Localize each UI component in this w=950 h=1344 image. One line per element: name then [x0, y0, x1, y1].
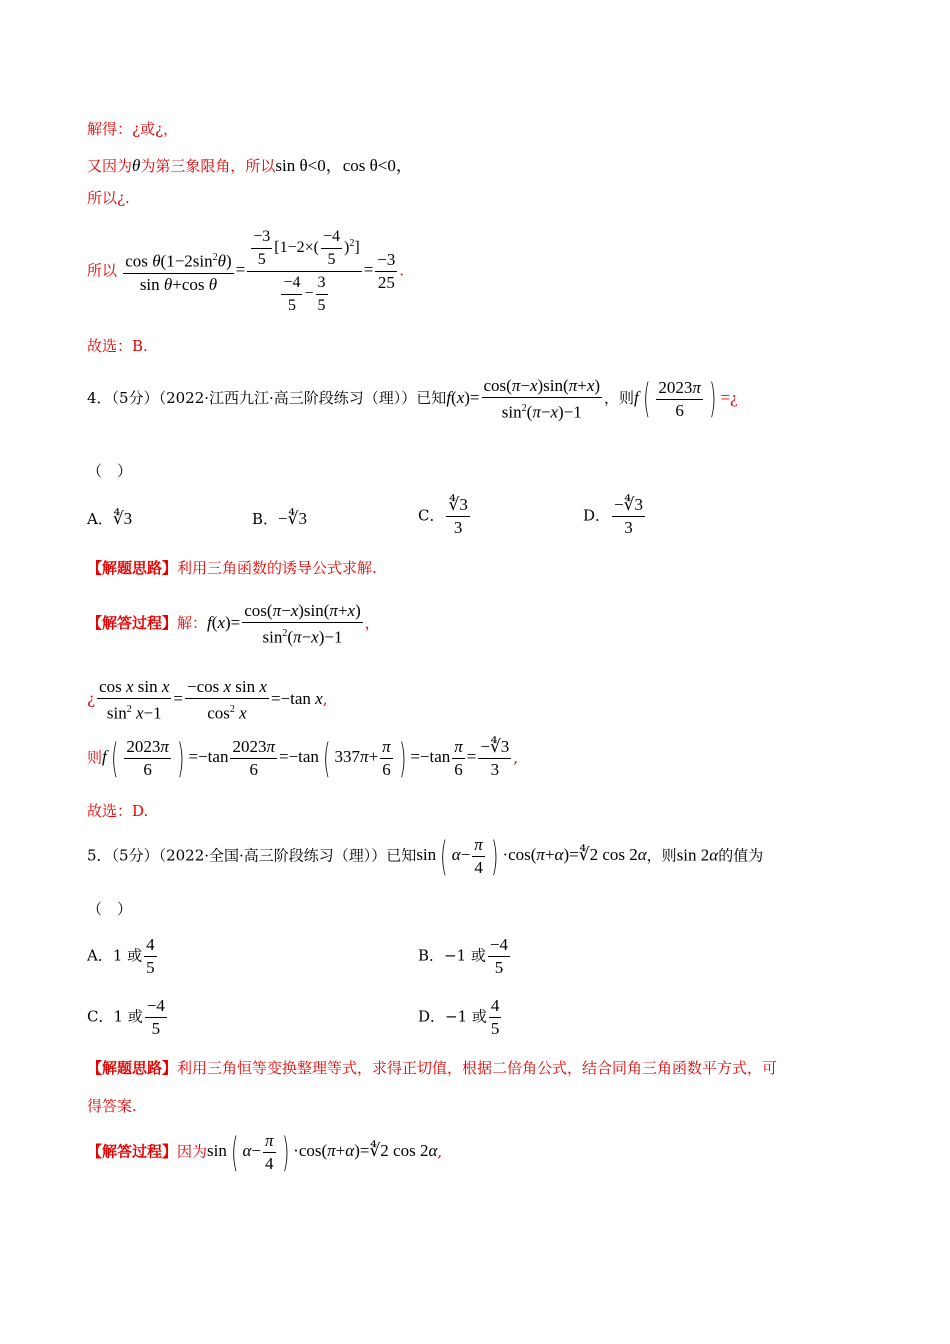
q5-paren: [87, 898, 132, 919]
choice-letter: A．: [87, 510, 113, 528]
frac-trig: $\frac{\cos \theta(1-2\sin^2\theta)}{\text{sin θ+cos θ}}$: [123, 247, 233, 296]
q4-choice-c[interactable]: [418, 494, 472, 539]
q5-stem: [87, 834, 763, 879]
choice-letter: C．: [87, 1007, 114, 1026]
answer-4-line: [87, 800, 148, 821]
process-text: 解：: [177, 614, 208, 633]
q5-target: sin 2α: [676, 845, 719, 865]
q4-target: f ( $\frac{2023\pi}{6}$ ): [634, 376, 717, 423]
q5-number: 5．（5分）（2022·全国·高三阶段练习（理））已知: [87, 846, 417, 865]
q4-stem: [87, 375, 738, 424]
quadrant-pre: 又因为: [87, 157, 133, 175]
q5-process: 【解答过程】因为sin ( α− $\frac{\pi}{4}$ ) ·cos(π+α)=∜2 cos 2α,: [87, 1129, 443, 1176]
choice-letter: D．: [583, 506, 611, 525]
solve-line: [87, 118, 178, 139]
q4-simplify: ¿ $\frac{\text{cos x sin x}}{\sin^2 x-1}$ = $\frac{\text{−cos x sin x}}{\cos^2 x}$ =−tan x,: [87, 677, 328, 723]
choice-frac: $\frac{4}{5}$: [146, 935, 155, 977]
process-label: 【解答过程】: [87, 1142, 178, 1161]
q4-given-suffix: ，则: [604, 389, 635, 408]
idea-text: 利用三角函数的诱导公式求解.: [177, 559, 377, 577]
idea-label: 【解题思路】: [87, 559, 178, 577]
quadrant-mid: 为第三象限角，所以: [140, 157, 276, 175]
q5-process-formula: sin ( α− $\frac{\pi}{4}$ ) ·cos(π+α)=∜2 cos 2α: [207, 1129, 438, 1176]
process-text: 因为: [177, 1142, 208, 1161]
choice-frac: $\frac{-4}{5}$: [146, 996, 165, 1038]
quadrant-sin: sin θ<0，cos θ<0，: [275, 156, 413, 175]
choice-frac: $\frac{-∜3}{3}$: [614, 495, 643, 537]
q4-idea: [87, 557, 377, 578]
choice-letter: D．: [418, 1007, 446, 1026]
so-line-2: 所以 $\frac{\cos \theta(1-2\sin^2\theta)}{\text{sin θ+cos θ}}$ = $\frac{-3}{5}$ [1−2×( $\frac{-4}{5}$ )$^2$] $\frac{-4}{5}$ − $\frac{3}{5}$ = $\frac{-3}{25}$ .: [87, 226, 404, 317]
choice-prefix: 1 或: [113, 1007, 143, 1026]
answer-3: 故选：B.: [87, 337, 148, 355]
q4-equals-tail: =¿: [720, 388, 738, 408]
q4-number: 4．（5分）（2022·江西九江·高三阶段练习（理））已知: [87, 389, 447, 408]
q5-idea-2: [87, 1095, 137, 1116]
answer-4: 故选：D.: [87, 802, 149, 820]
solve-text: 解得：¿或¿，: [87, 120, 179, 138]
q5-choice-c[interactable]: [87, 995, 169, 1040]
q4-paren: [87, 460, 132, 481]
choice-value: −∜3: [278, 509, 307, 528]
q4-process-formula: f(x)= $\frac{\cos(\pi-x)\sin(\pi+x)}{\sin^2(\pi-x)-1}$: [207, 601, 361, 647]
q4-paren-text: （ ）: [87, 462, 133, 480]
quadrant-line: [87, 151, 413, 176]
choice-letter: B．: [252, 510, 279, 528]
then-text: 则: [87, 748, 103, 767]
q5-equation: sin ( α− $\frac{\pi}{4}$ ) ·cos(π+α)=∜2 cos 2α: [416, 833, 647, 880]
choice-frac: $\frac{4}{5}$: [490, 996, 500, 1038]
idea-text-1: 利用三角恒等变换整理等式，求得正切值，根据二倍角公式，结合同角三角函数平方式，可: [177, 1059, 778, 1077]
choice-prefix: −1 或: [445, 1007, 487, 1026]
q5-then-text: ，则: [646, 846, 677, 865]
q4-then: 则f ( $\frac{2023\pi}{6}$ ) =−tan $\frac{2023\pi}{6}$ =−tan ( 337π+ $\frac{\pi}{6}$ ) =−tan $\frac{\pi}{6}$ = $\frac{-∜3}{3}$ ,: [87, 735, 519, 782]
choice-letter: C．: [418, 506, 445, 525]
q4-simplify-formula: $\frac{\text{cos x sin x}}{\sin^2 x-1}$ = $\frac{\text{−cos x sin x}}{\cos^2 x}$ =−tan x: [99, 677, 323, 723]
theta-symbol: θ: [132, 156, 141, 175]
formula-q3: $\frac{\cos \theta(1-2\sin^2\theta)}{\text{sin θ+cos θ}}$ = $\frac{-3}{5}$ [1−2×( $\frac{-4}{5}$ )$^2$] $\frac{-4}{5}$ − $\frac{3}{5}$ = $\frac{-3}{25}$: [117, 260, 399, 279]
q5-paren-text: （ ）: [87, 900, 133, 918]
so-line-1: [87, 187, 130, 208]
q5-choice-a[interactable]: [87, 934, 159, 979]
idea-text-2: 得答案.: [87, 1097, 137, 1115]
choice-letter: B．: [418, 946, 445, 965]
process-label: 【解答过程】: [87, 614, 178, 633]
choice-frac: $\frac{-4}{5}$: [489, 935, 509, 977]
q4-choice-d[interactable]: [583, 494, 647, 539]
choice-letter: A．: [87, 946, 113, 965]
answer-3-line: [87, 335, 148, 356]
q4-then-formula: f ( $\frac{2023\pi}{6}$ ) =−tan $\frac{2023\pi}{6}$ =−tan ( 337π+ $\frac{\pi}{6}$ ) =−tan $\frac{\pi}{6}$ = $\frac{-∜3}{3}$: [102, 735, 510, 782]
so-text-1: 所以¿.: [87, 189, 130, 207]
frac-result: $\frac{-3}{25}$: [377, 250, 396, 292]
q5-choice-b[interactable]: [418, 934, 512, 979]
q4-choice-a[interactable]: [87, 508, 132, 529]
choice-value: ∜3: [112, 509, 133, 528]
idea-label: 【解题思路】: [87, 1059, 178, 1077]
q5-value-text: 的值为: [718, 846, 764, 865]
frac-numeric: $\frac{-3}{5}$ [1−2×( $\frac{-4}{5}$ )$^2$] $\frac{-4}{5}$ − $\frac{3}{5}$: [247, 226, 361, 317]
q4-process: 【解答过程】解：f(x)= $\frac{\cos(\pi-x)\sin(\pi+x)}{\sin^2(\pi-x)-1}$ ，: [87, 601, 380, 647]
q5-choice-d[interactable]: [418, 995, 503, 1040]
choice-prefix: 1 或: [112, 946, 143, 965]
choice-frac: $\frac{∜3}{3}$: [448, 495, 468, 537]
q4-choice-b[interactable]: [252, 508, 307, 529]
so-prefix-2: 所以: [87, 261, 118, 280]
choice-prefix: −1 或: [444, 946, 486, 965]
q5-idea-1: [87, 1057, 777, 1078]
q4-function: f(x)= $\frac{\cos(\pi-x)\sin(\pi+x)}{\sin^2(\pi-x)-1}$: [446, 376, 601, 422]
